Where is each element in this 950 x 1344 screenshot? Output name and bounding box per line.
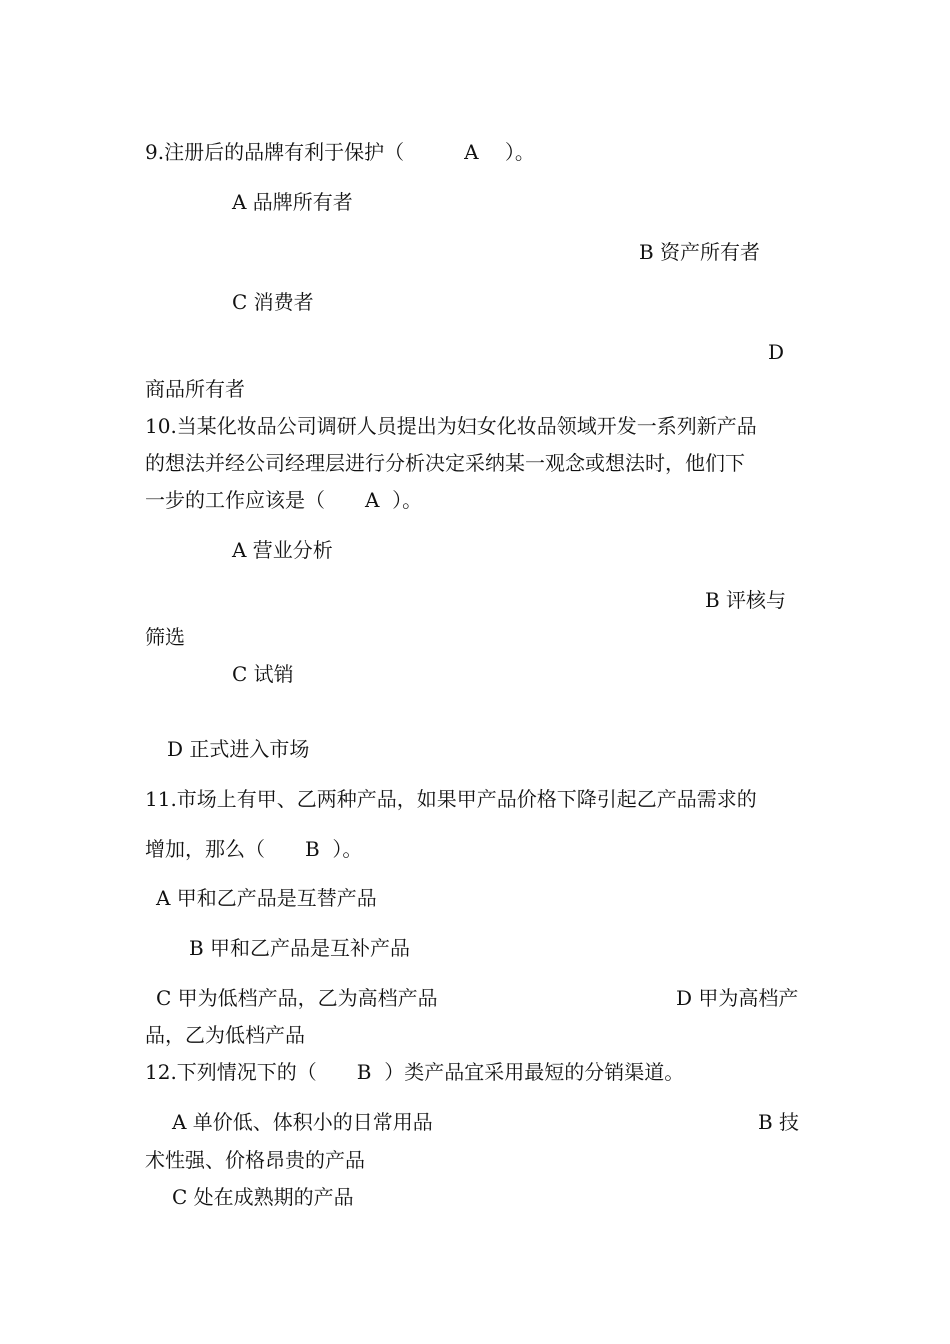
question-11-option-a: A 甲和乙产品是互替产品 bbox=[156, 886, 377, 910]
question-12-option-c: C 处在成熟期的产品 bbox=[172, 1185, 354, 1209]
question-9-stem: 9.注册后的品牌有利于保护（ A ）。 bbox=[145, 140, 535, 164]
question-10-stem-line-2: 的想法并经公司经理层进行分析决定采纳某一观念或想法时，他们下 bbox=[145, 451, 745, 475]
question-11-option-d-continued: 品，乙为低档产品 bbox=[145, 1023, 305, 1047]
question-11-stem-line-2: 增加，那么（ B ）。 bbox=[145, 837, 363, 861]
question-9-option-a: A 品牌所有者 bbox=[232, 190, 353, 214]
question-9-option-d-continued: 商品所有者 bbox=[145, 377, 245, 401]
question-10-stem-line-1: 10.当某化妆品公司调研人员提出为妇女化妆品领域开发一系列新产品 bbox=[145, 414, 757, 438]
question-10-option-a: A 营业分析 bbox=[232, 538, 333, 562]
question-11-option-c: C 甲为低档产品，乙为高档产品 bbox=[156, 986, 438, 1010]
question-12-option-b-continued: 术性强、价格昂贵的产品 bbox=[145, 1148, 365, 1172]
question-10-option-d: D 正式进入市场 bbox=[167, 737, 310, 761]
question-10-option-b-continued: 筛选 bbox=[145, 625, 185, 649]
question-12-option-b: B 技 bbox=[758, 1110, 800, 1134]
question-10-option-b: B 评核与 bbox=[705, 588, 787, 612]
question-10-option-c: C 试销 bbox=[232, 662, 294, 686]
question-9-option-b: B 资产所有者 bbox=[639, 240, 761, 264]
question-11-stem-line-1: 11.市场上有甲、乙两种产品，如果甲产品价格下降引起乙产品需求的 bbox=[145, 787, 757, 811]
question-9-option-d: D bbox=[768, 340, 785, 364]
question-12-stem: 12.下列情况下的（ B ）类产品宜采用最短的分销渠道。 bbox=[145, 1060, 685, 1084]
question-9-option-c: C 消费者 bbox=[232, 290, 314, 314]
question-10-stem-line-3: 一步的工作应该是（ A ）。 bbox=[145, 488, 423, 512]
question-12-option-a: A 单价低、体积小的日常用品 bbox=[172, 1110, 433, 1134]
question-11-option-d: D 甲为高档产 bbox=[676, 986, 799, 1010]
question-11-option-b: B 甲和乙产品是互补产品 bbox=[189, 936, 411, 960]
